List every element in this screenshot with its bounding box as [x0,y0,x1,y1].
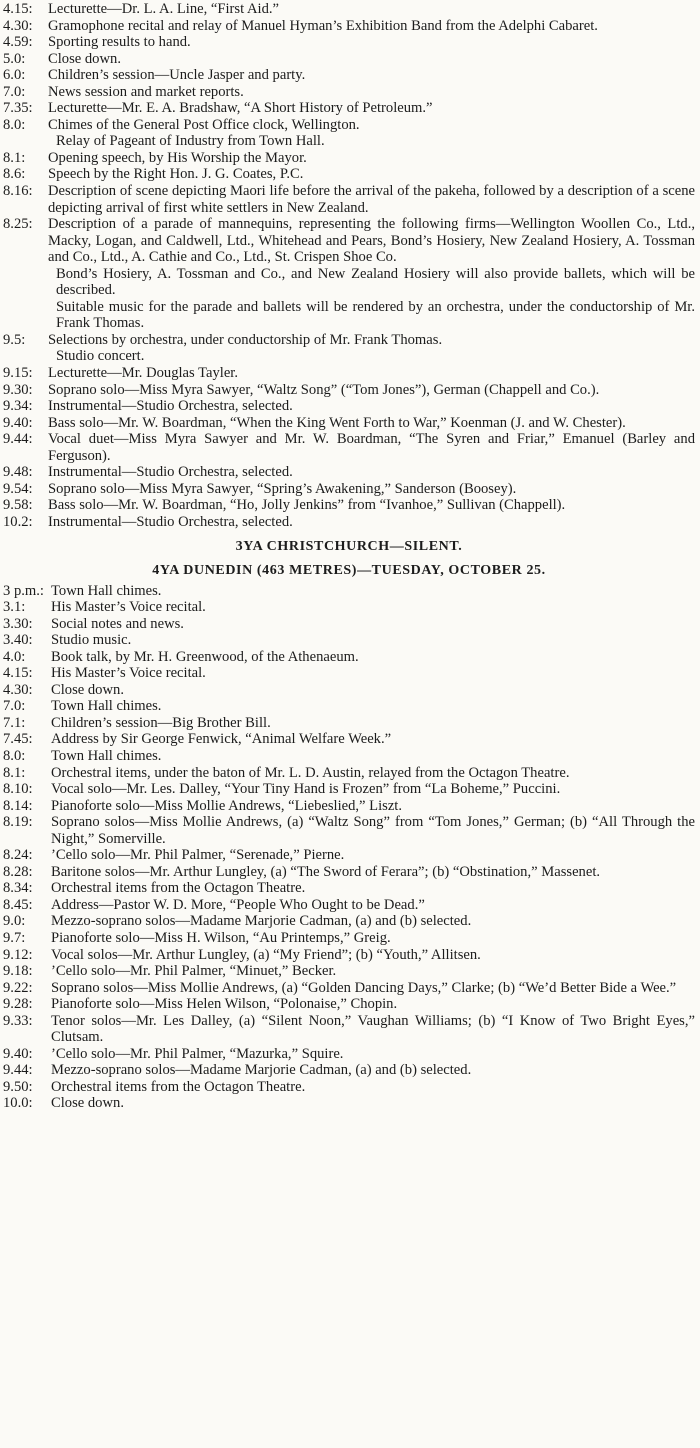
programme-entry [3,864,695,881]
entry-text: Soprano solo—Miss Myra Sawyer, “Waltz Song” (“Tom Jones”), German (Chappell and Co.). [48,381,600,398]
entry-time: 4.59: [3,34,33,51]
entry-time: 8.1: [3,764,26,781]
entry-time: 8.14: [3,797,33,814]
entry-text: Address by Sir George Fenwick, “Animal Welfare Week.” [51,731,392,748]
entry-text: Town Hall chimes. [51,747,162,764]
entry-text: Bass solo—Mr. W. Boardman, “Ho, Jolly Jenkins” from “Ivanhoe,” Sullivan (Chappell). [48,497,566,514]
entry-time: 9.44: [3,431,33,448]
entry-text: Chimes of the General Post Office clock, Wellington. [48,116,360,133]
entry-time: 9.22: [3,979,33,996]
programme-entry [3,930,695,947]
entry-text: Vocal duet—Miss Myra Sawyer and Mr. W. Boardman, “The Syren and Friar,” Emanuel (Barley and Ferguson). [48,431,695,464]
programme-entry [3,1079,695,1096]
entry-text: Address—Pastor W. D. More, “People Who Ought to be Dead.” [51,896,425,913]
entry-continuation: Bond’s Hosiery, A. Tossman and Co., and New Zealand Hosiery will also provide ballets, which will be described. [56,265,695,299]
dunedin-programme [3,583,695,1113]
entry-time: 8.24: [3,847,33,864]
entry-text: Description of scene depicting Maori life before the arrival of the pakeha, followed by a description of a scene depicting arrival of first white settlers in New Zealand. [48,183,695,216]
entry-time: 8.10: [3,781,33,798]
entry-time: 9.50: [3,1078,33,1095]
entry-text: Town Hall chimes. [51,582,162,599]
entry-time: 7.45: [3,731,33,748]
programme-entry [3,332,695,349]
programme-entry [3,51,695,68]
entry-text: Orchestral items, under the baton of Mr. L. D. Austin, relayed from the Octagon Theatre. [51,764,570,781]
programme-entry [3,415,695,432]
entry-continuation: Studio concert. [56,348,145,365]
entry-time: 8.6: [3,166,26,183]
programme-entry [3,880,695,897]
programme-entry [3,765,695,782]
programme-entry [3,947,695,964]
programme-entry [3,583,695,600]
entry-time: 4.15: [3,1,33,17]
entry-text: Instrumental—Studio Orchestra, selected. [48,513,293,530]
programme-entry [3,1046,695,1063]
entry-time: 9.0: [3,913,26,930]
entry-text: Soprano solos—Miss Mollie Andrews, (a) “Waltz Song” from “Tom Jones,” German; (b) “All Through the Night,” Somerville. [51,814,695,847]
entry-time: 4.30: [3,17,33,34]
programme-entry [3,166,695,183]
entry-text: Description of a parade of mannequins, representing the following firms—Wellington Woollen Co., Ltd., Macky, Logan, and Caldwell, Ltd., Whitehead and Pears, Bond’s Hosiery, New Zealand Hosiery, A. Tossman and Co., Ltd., A. Cathie and Co., Ltd., St. Crispen Shoe Co. [48,216,695,266]
entry-text: Soprano solos—Miss Mollie Andrews, (a) “Golden Dancing Days,” Clarke; (b) “We’d Better Bide a Wee.” [51,979,677,996]
entry-text: Bass solo—Mr. W. Boardman, “When the King Went Forth to War,” Koenman (J. and W. Chester). [48,414,626,431]
programme-entry [3,18,695,35]
programme-entry [3,632,695,649]
entry-time: 9.30: [3,381,33,398]
programme-entry [3,781,695,798]
entry-time: 9.40: [3,414,33,431]
entry-text: His Master’s Voice recital. [51,599,206,616]
wellington-programme [3,1,695,531]
entry-text: ’Cello solo—Mr. Phil Palmer, “Serenade,” Pierne. [51,847,345,864]
entry-time: 4.0: [3,648,26,665]
entry-text: Vocal solos—Mr. Arthur Lungley, (a) “My Friend”; (b) “Youth,” Allitsen. [51,946,481,963]
entry-text: Close down. [51,1095,124,1112]
programme-entry [3,1,695,18]
programme-entry [3,616,695,633]
entry-time: 9.48: [3,464,33,481]
entry-time: 4.30: [3,681,33,698]
entry-time: 9.58: [3,497,33,514]
entry-text: Social notes and news. [51,615,184,632]
entry-text: Town Hall chimes. [51,698,162,715]
programme-entry [3,897,695,914]
programme-entry [3,382,695,399]
entry-time: 4.15: [3,665,33,682]
entry-text: Tenor solos—Mr. Les Dalley, (a) “Silent Noon,” Vaughan Williams; (b) “I Know of Two Bright Eyes,” Clutsam. [51,1012,695,1046]
entry-text: His Master’s Voice recital. [51,665,206,682]
programme-entry [3,1013,695,1046]
programme-entry [3,1095,695,1112]
programme-entry [3,497,695,514]
entry-time: 7.0: [3,698,26,715]
programme-entry [3,963,695,980]
entry-text: Close down. [48,50,121,67]
programme-entry [3,715,695,732]
entry-time: 7.35: [3,100,33,117]
entry-time: 8.34: [3,880,33,897]
programme-entry [3,150,695,167]
entry-text: Orchestral items from the Octagon Theatre. [51,1078,306,1095]
entry-text: Lecturette—Dr. L. A. Line, “First Aid.” [48,1,280,17]
entry-time: 8.0: [3,116,26,133]
entry-text: Selections by orchestra, under conductorship of Mr. Frank Thomas. [48,331,443,348]
entry-time: 8.16: [3,183,33,200]
entry-time: 9.34: [3,398,33,415]
programme-entry [3,216,695,266]
programme-entry [3,34,695,51]
programme-entry [3,682,695,699]
programme-entry [3,514,695,531]
entry-text: Opening speech, by His Worship the Mayor. [48,149,307,166]
entry-text: Lecturette—Mr. Douglas Tayler. [48,365,238,382]
programme-entry [3,1062,695,1079]
entry-text: Pianoforte solo—Miss Helen Wilson, “Polonaise,” Chopin. [51,996,398,1013]
entry-text: Studio music. [51,632,132,649]
entry-time: 5.0: [3,50,26,67]
entry-time: 9.33: [3,1012,33,1029]
entry-time: 10.2: [3,513,33,530]
entry-time: 6.0: [3,67,26,84]
entry-time: 3 p.m.: [3,582,44,599]
entry-time: 9.5: [3,331,26,348]
entry-text: Sporting results to hand. [48,34,191,51]
entry-text: Children’s session—Uncle Jasper and party. [48,67,306,84]
entry-text: Soprano solo—Miss Myra Sawyer, “Spring’s Awakening,” Sanderson (Boosey). [48,480,517,497]
entry-text: Close down. [51,681,124,698]
entry-time: 10.0: [3,1095,33,1112]
programme-entry [3,398,695,415]
programme-entry [3,365,695,382]
entry-time: 3.30: [3,615,33,632]
entry-time: 3.40: [3,632,33,649]
entry-text: Lecturette—Mr. E. A. Bradshaw, “A Short History of Petroleum.” [48,100,433,117]
entry-text: Pianoforte solo—Miss H. Wilson, “Au Printemps,” Greig. [51,929,391,946]
entry-text: Instrumental—Studio Orchestra, selected. [48,464,293,481]
entry-text: Baritone solos—Mr. Arthur Lungley, (a) “The Sword of Ferara”; (b) “Obstination,” Massenet. [51,863,601,880]
programme-entry [3,913,695,930]
entry-text: News session and market reports. [48,83,244,100]
programme-entry [3,481,695,498]
entry-text: Speech by the Right Hon. J. G. Coates, P.C. [48,166,304,183]
programme-entry [3,84,695,101]
entry-time: 8.45: [3,896,33,913]
entry-text: ’Cello solo—Mr. Phil Palmer, “Mazurka,” Squire. [51,1045,344,1062]
entry-time: 8.28: [3,863,33,880]
entry-time: 8.25: [3,216,33,233]
entry-time: 8.1: [3,149,26,166]
programme-entry [3,980,695,997]
entry-text: Mezzo-soprano solos—Madame Marjorie Cadman, (a) and (b) selected. [51,1062,472,1079]
programme-entry [3,100,695,117]
programme-entry [3,183,695,216]
christchurch-heading: 3YA CHRISTCHURCH—SILENT. [235,538,463,554]
entry-time: 8.19: [3,814,33,831]
entry-text: Pianoforte solo—Miss Mollie Andrews, “Liebeslied,” Liszt. [51,797,403,814]
entry-text: Gramophone recital and relay of Manuel Hyman’s Exhibition Band from the Adelphi Cabaret. [48,17,598,34]
programme-entry [3,665,695,682]
entry-time: 9.44: [3,1062,33,1079]
entry-continuation: Suitable music for the parade and ballets will be rendered by an orchestra, under the conductorship of Mr. Frank Thomas. [56,298,695,332]
entry-time: 9.15: [3,365,33,382]
entry-time: 7.1: [3,714,26,731]
programme-entry [3,731,695,748]
programme-entry [3,996,695,1013]
programme-entry [3,814,695,847]
programme-entry [3,117,695,134]
programme-entry [3,599,695,616]
entry-time: 9.12: [3,946,33,963]
entry-time: 9.18: [3,963,33,980]
entry-time: 9.54: [3,480,33,497]
entry-text: ’Cello solo—Mr. Phil Palmer, “Minuet,” Becker. [51,963,337,980]
programme-entry [3,649,695,666]
dunedin-heading: 4YA DUNEDIN (463 METRES)—TUESDAY, OCTOBER 25. [152,562,546,578]
programme-entry [3,798,695,815]
entry-text: Mezzo-soprano solos—Madame Marjorie Cadman, (a) and (b) selected. [51,913,472,930]
entry-text: Book talk, by Mr. H. Greenwood, of the Athenaeum. [51,648,359,665]
entry-time: 9.40: [3,1045,33,1062]
entry-time: 8.0: [3,747,26,764]
entry-time: 3.1: [3,599,26,616]
entry-time: 9.7: [3,929,26,946]
programme-entry [3,67,695,84]
entry-continuation: Relay of Pageant of Industry from Town Hall. [56,133,325,150]
programme-entry [3,464,695,481]
programme-entry [3,698,695,715]
entry-text: Vocal solo—Mr. Les. Dalley, “Your Tiny Hand is Frozen” from “La Boheme,” Puccini. [51,781,561,798]
programme-entry [3,847,695,864]
entry-time: 9.28: [3,996,33,1013]
entry-time: 7.0: [3,83,26,100]
entry-text: Instrumental—Studio Orchestra, selected. [48,398,293,415]
entry-text: Children’s session—Big Brother Bill. [51,714,271,731]
entry-text: Orchestral items from the Octagon Theatre. [51,880,306,897]
programme-entry [3,748,695,765]
programme-entry [3,431,695,464]
